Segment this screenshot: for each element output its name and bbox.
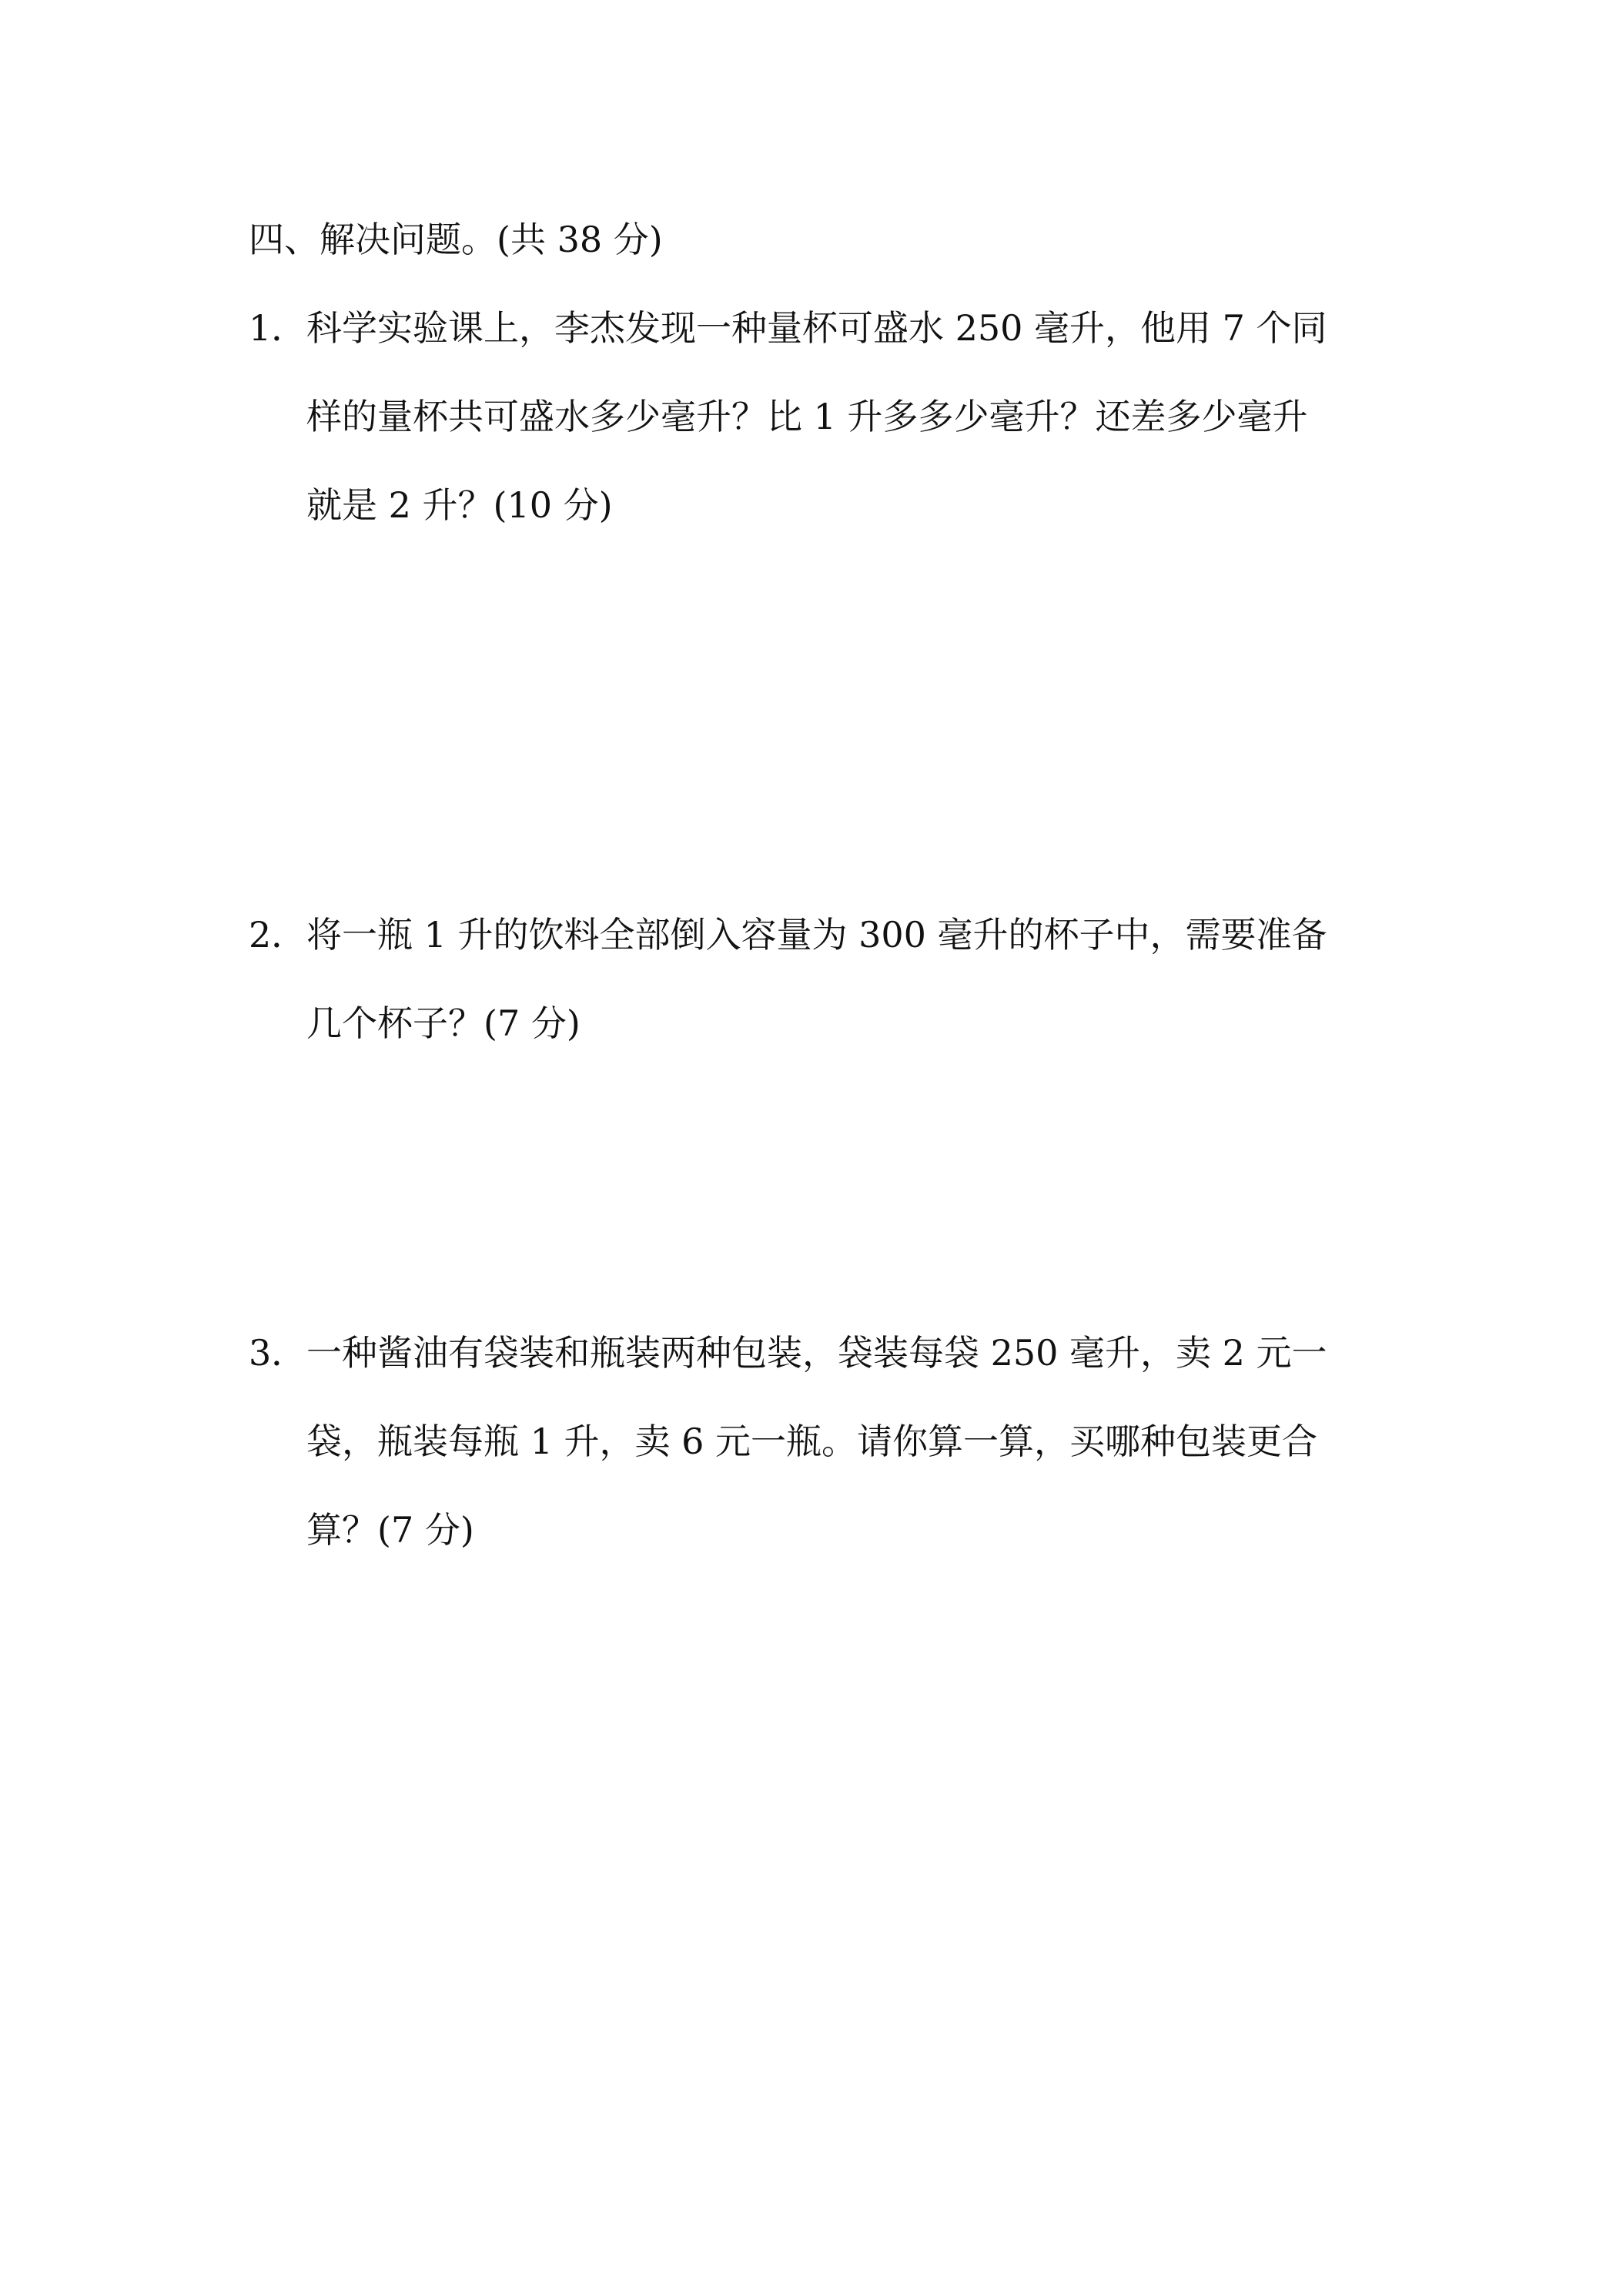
question-1-line-2: 样的量杯共可盛水多少毫升？比 1 升多多少毫升？还差多少毫升 xyxy=(306,396,1308,437)
question-3-line-1: 一种酱油有袋装和瓶装两种包装，袋装每袋 250 毫升，卖 2 元一 xyxy=(306,1332,1327,1374)
question-1-line-3: 就是 2 升？(10 分) xyxy=(306,484,613,526)
section-title: 四、解决问题。(共 38 分) xyxy=(249,219,663,260)
question-2-line-2: 几个杯子？(7 分) xyxy=(306,1002,581,1044)
answer-space[interactable] xyxy=(306,1056,1384,1318)
question-2-line-1: 将一瓶 1 升的饮料全部倒入容量为 300 毫升的杯子中，需要准备 xyxy=(306,914,1327,956)
question-3-line-3: 算？(7 分) xyxy=(306,1509,474,1551)
answer-space[interactable] xyxy=(306,1563,1384,2102)
answer-space[interactable] xyxy=(306,539,1384,909)
question-number: 3． xyxy=(249,1332,307,1374)
question-1-line-1: 科学实验课上，李杰发现一种量杯可盛水 250 毫升，他用 7 个同 xyxy=(306,307,1327,349)
question-number: 2． xyxy=(249,914,307,956)
question-3-line-2: 袋，瓶装每瓶 1 升，卖 6 元一瓶。请你算一算，买哪种包装更合 xyxy=(306,1421,1318,1462)
question-number: 1． xyxy=(249,307,307,349)
